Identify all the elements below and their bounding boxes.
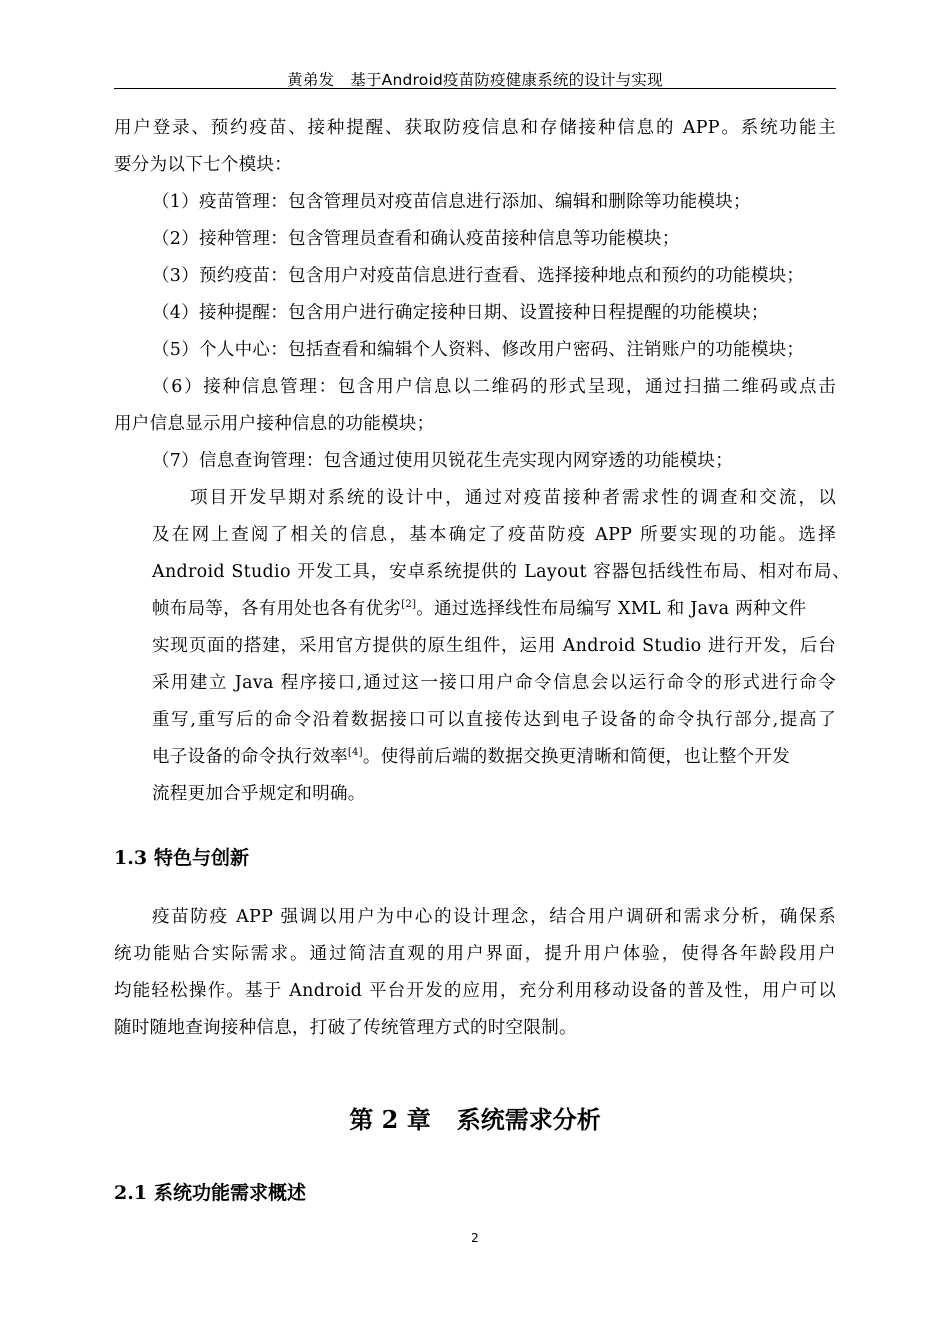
section-heading-2-1 [114,1178,306,1205]
module-item-4: （4）接种提醒：包含用户进行确定接种日期、设置接种日程提醒的功能模块； [152,303,769,323]
para2-line-4a: 帧布局等，各有用处也各有优劣 [152,599,402,619]
module-item-1: （1）疫苗管理：包含管理员对疫苗信息进行添加、编辑和删除等功能模块； [152,192,751,212]
section13-line-3: 均能轻松操作。基于 Android 平台开发的应用，充分利用移动设备的普及性，用户可以 [114,981,836,1001]
intro-line-1: 用户登录、预约疫苗、接种提醒、获取防疫信息和存储接种信息的 APP。系统功能主 [114,118,836,138]
module-item-6-cont: 用户信息显示用户接种信息的功能模块； [114,414,435,434]
citation-ref-4: [4] [347,747,363,758]
module-item-2: （2）接种管理：包含管理员查看和确认疫苗接种信息等功能模块； [152,229,680,249]
para2-line-8a: 电子设备的命令执行效率 [152,747,348,767]
header-rule [114,88,836,89]
para2-line-1: 项目开发早期对系统的设计中，通过对疫苗接种者需求性的调查和交流，以 [190,488,836,508]
module-item-5: （5）个人中心：包括查看和编辑个人资料、修改用户密码、注销账户的功能模块； [152,340,805,360]
header-title: 基于Android疫苗防疫健康系统的设计与实现 [350,71,663,89]
para2-line-4b: 。通过选择线性布局编写 XML 和 Java 两种文件 [416,599,807,619]
module-item-6: （6）接种信息管理：包含用户信息以二维码的形式呈现，通过扫描二维码或点击 [152,377,836,397]
section13-line-4: 随时随地查询接种信息，打破了传统管理方式的时空限制。 [114,1018,577,1038]
section-title: 系统功能需求概述 [154,1182,307,1204]
para2-line-3: Android Studio 开发工具，安卓系统提供的 Layout 容器包括线性布局、相对布局、 [152,562,850,582]
page-number: 2 [471,1231,479,1245]
module-item-3: （3）预约疫苗：包含用户对疫苗信息进行查看、选择接种地点和预约的功能模块； [152,266,805,286]
chapter-heading [0,1100,950,1135]
para2-line-2: 及在网上查阅了相关的信息，基本确定了疫苗防疫 APP 所要实现的功能。选择 [152,525,836,545]
header-author: 黄弟发 [287,71,335,89]
section-number: 2.1 [114,1182,148,1204]
citation-ref-2: [2] [401,599,417,610]
para2-line-7: 重写,重写后的命令沿着数据接口可以直接传达到电子设备的命令执行部分,提高了 [152,710,836,730]
para2-line-9: 流程更加合乎规定和明确。 [152,784,366,804]
section13-line-2: 统功能贴合实际需求。通过简洁直观的用户界面，提升用户体验，使得各年龄段用户 [114,944,836,964]
para2-line-8 [152,746,790,768]
chapter-label: 第 2 章 [349,1105,431,1134]
section13-line-1: 疫苗防疫 APP 强调以用户为中心的设计理念，结合用户调研和需求分析，确保系 [152,907,836,927]
section-number: 1.3 [114,847,148,869]
para2-line-8b: 。使得前后端的数据交换更清晰和简便，也让整个开发 [362,747,791,767]
module-item-7: （7）信息查询管理：包含通过使用贝锐花生壳实现内网穿透的功能模块； [152,451,734,471]
chapter-title: 系统需求分析 [456,1105,601,1134]
para2-line-4 [152,598,806,620]
para2-line-5: 实现页面的搭建，采用官方提供的原生组件，运用 Android Studio 进行开发，后台 [152,636,836,656]
section-title: 特色与创新 [154,847,250,869]
running-header [114,68,836,90]
section-heading-1-3 [114,843,249,870]
intro-line-2: 要分为以下七个模块： [114,155,292,175]
para2-line-6: 采用建立 Java 程序接口,通过这一接口用户命令信息会以运行命令的形式进行命令 [152,673,836,693]
